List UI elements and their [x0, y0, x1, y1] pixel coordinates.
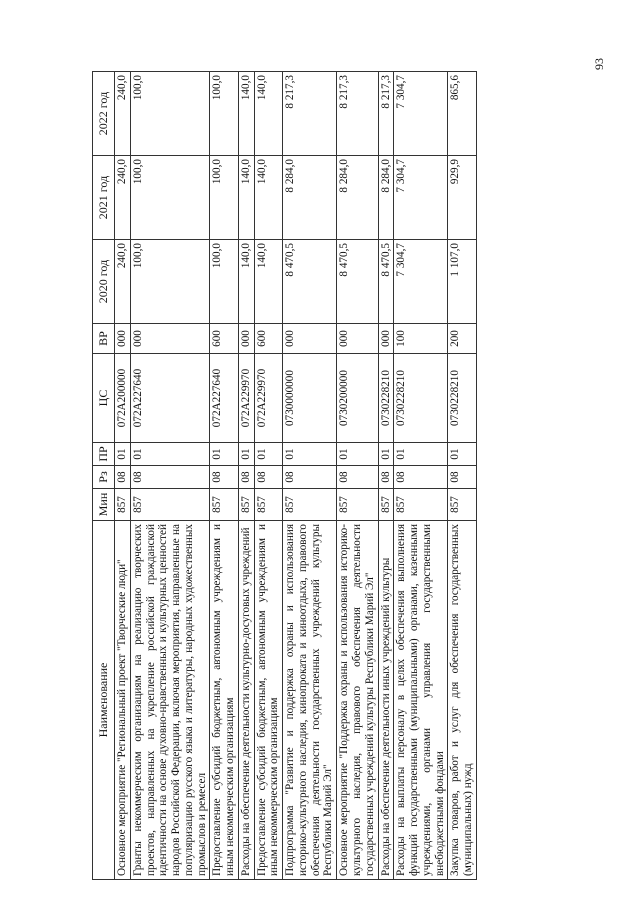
row-rz: 08: [283, 466, 337, 489]
header-2022: 2022 год: [93, 72, 115, 156]
row-vr: 600: [210, 324, 239, 354]
row-2020: 100,0: [210, 240, 239, 324]
row-2022: 140,0: [238, 72, 254, 156]
row-cs: 072A227640: [130, 354, 210, 443]
row-rz: 08: [448, 466, 477, 489]
row-2021: 8 284,0: [283, 156, 337, 240]
row-cs: 0730228210: [394, 354, 448, 443]
row-pr: 01: [378, 443, 394, 466]
row-name: Расходы на выплаты персоналу в целях обеспечения выполнения функций государственными (муниципальными) органами, казенными учреждениями, органами управления государственными внебюджетными фондами: [394, 521, 448, 880]
header-2020: 2020 год: [93, 240, 115, 324]
rotated-table-wrapper: [92, 72, 639, 880]
row-2022: 140,0: [254, 72, 283, 156]
row-2021: 240,0: [115, 156, 131, 240]
row-min: 857: [448, 489, 477, 521]
row-name: Гранты некоммерческим организациям на реализацию творческих проектов, направленных на укрепление российской гражданской идентичности на основе духовно-нравственных и культурных ценностей народов Российской Федерации, включая мероприятия, направленные на популяризацию русского языка и литературы, народных художественных промыслов и ремесел: [130, 521, 210, 880]
row-rz: 08: [378, 466, 394, 489]
header-rz: Рз: [93, 466, 115, 489]
row-rz: 08: [238, 466, 254, 489]
row-rz: 08: [254, 466, 283, 489]
row-cs: 0730228210: [378, 354, 394, 443]
row-name: Предоставление субсидий бюджетным, автономным учреждениям и иным некоммерческим организациям: [254, 521, 283, 880]
row-pr: 01: [337, 443, 378, 466]
row-pr: 01: [210, 443, 239, 466]
row-2021: 100,0: [210, 156, 239, 240]
row-min: 857: [115, 489, 131, 521]
row-2022: 7 304,7: [394, 72, 448, 156]
row-cs: 0730228210: [448, 354, 477, 443]
header-2021: 2021 год: [93, 156, 115, 240]
row-2020: 100,0: [130, 240, 210, 324]
row-cs: 072A229970: [254, 354, 283, 443]
row-cs: 0730200000: [337, 354, 378, 443]
row-min: 857: [238, 489, 254, 521]
row-vr: 600: [254, 324, 283, 354]
table-row: [210, 72, 239, 880]
row-2022: 8 217,3: [337, 72, 378, 156]
row-rz: 08: [394, 466, 448, 489]
header-cs: ЦС: [93, 354, 115, 443]
row-min: 857: [394, 489, 448, 521]
row-2021: 100,0: [130, 156, 210, 240]
row-2020: 7 304,7: [394, 240, 448, 324]
row-name: Основное мероприятие "Поддержка охраны и использования историко-культурного наследия, правового обеспечения деятельности государственных учреждений культуры Республики Марий Эл": [337, 521, 378, 880]
row-2022: 240,0: [115, 72, 131, 156]
row-pr: 01: [448, 443, 477, 466]
table-row: [394, 72, 448, 880]
row-name: Подпрограмма "Развитие и поддержка охраны и использования историко-культурного наследия, кинопроката и киноотдыха, правового обеспечения деятельности государственных учреждений культуры Республики Марий Эл": [283, 521, 337, 880]
row-2022: 8 217,3: [378, 72, 394, 156]
row-2021: 8 284,0: [378, 156, 394, 240]
row-min: 857: [337, 489, 378, 521]
row-vr: 200: [448, 324, 477, 354]
row-name: Расходы на обеспечение деятельности культурно-досуговых учреждений: [238, 521, 254, 880]
table-row: [378, 72, 394, 880]
row-rz: 08: [130, 466, 210, 489]
row-min: 857: [378, 489, 394, 521]
row-rz: 08: [210, 466, 239, 489]
row-name: Основное мероприятие "Региональный проект "Творческие люди": [115, 521, 131, 880]
row-2021: 929,9: [448, 156, 477, 240]
table-row: [238, 72, 254, 880]
row-cs: 072A227640: [210, 354, 239, 443]
row-vr: 000: [378, 324, 394, 354]
row-2020: 8 470,5: [337, 240, 378, 324]
row-2020: 1 107,0: [448, 240, 477, 324]
row-2022: 100,0: [130, 72, 210, 156]
row-vr: 000: [115, 324, 131, 354]
row-2020: 240,0: [115, 240, 131, 324]
row-name: Закупка товаров, работ и услуг для обеспечения государственных (муниципальных) нужд: [448, 521, 477, 880]
row-2020: 140,0: [254, 240, 283, 324]
row-vr: 000: [337, 324, 378, 354]
page-number: 93: [592, 58, 606, 70]
row-2021: 7 304,7: [394, 156, 448, 240]
table-row: [115, 72, 131, 880]
row-rz: 08: [337, 466, 378, 489]
row-2022: 8 217,3: [283, 72, 337, 156]
row-pr: 01: [394, 443, 448, 466]
row-2020: 8 470,5: [378, 240, 394, 324]
table-row: [283, 72, 337, 880]
header-pr: ПР: [93, 443, 115, 466]
table-row: [130, 72, 210, 880]
header-name: Наименование: [93, 521, 115, 880]
row-min: 857: [210, 489, 239, 521]
header-vr: ВР: [93, 324, 115, 354]
row-2021: 8 284,0: [337, 156, 378, 240]
budget-table: [92, 71, 477, 880]
row-cs: 072A229970: [238, 354, 254, 443]
header-row: [93, 72, 115, 880]
row-vr: 000: [130, 324, 210, 354]
row-min: 857: [254, 489, 283, 521]
row-min: 857: [130, 489, 210, 521]
table-row: [448, 72, 477, 880]
row-vr: 100: [394, 324, 448, 354]
row-pr: 01: [283, 443, 337, 466]
row-2020: 8 470,5: [283, 240, 337, 324]
row-vr: 000: [238, 324, 254, 354]
row-vr: 000: [283, 324, 337, 354]
row-pr: 01: [130, 443, 210, 466]
row-2021: 140,0: [254, 156, 283, 240]
row-rz: 08: [115, 466, 131, 489]
table-row: [254, 72, 283, 880]
row-cs: 0730000000: [283, 354, 337, 443]
row-2022: 100,0: [210, 72, 239, 156]
row-pr: 01: [115, 443, 131, 466]
row-2020: 140,0: [238, 240, 254, 324]
row-min: 857: [283, 489, 337, 521]
row-name: Расходы на обеспечение деятельности иных учреждений культуры: [378, 521, 394, 880]
header-min: Мин: [93, 489, 115, 521]
row-2022: 865,6: [448, 72, 477, 156]
row-cs: 072A200000: [115, 354, 131, 443]
table-row: [337, 72, 378, 880]
row-pr: 01: [254, 443, 283, 466]
row-2021: 140,0: [238, 156, 254, 240]
row-pr: 01: [238, 443, 254, 466]
row-name: Предоставление субсидий бюджетным, автономным учреждениям и иным некоммерческим организациям: [210, 521, 239, 880]
